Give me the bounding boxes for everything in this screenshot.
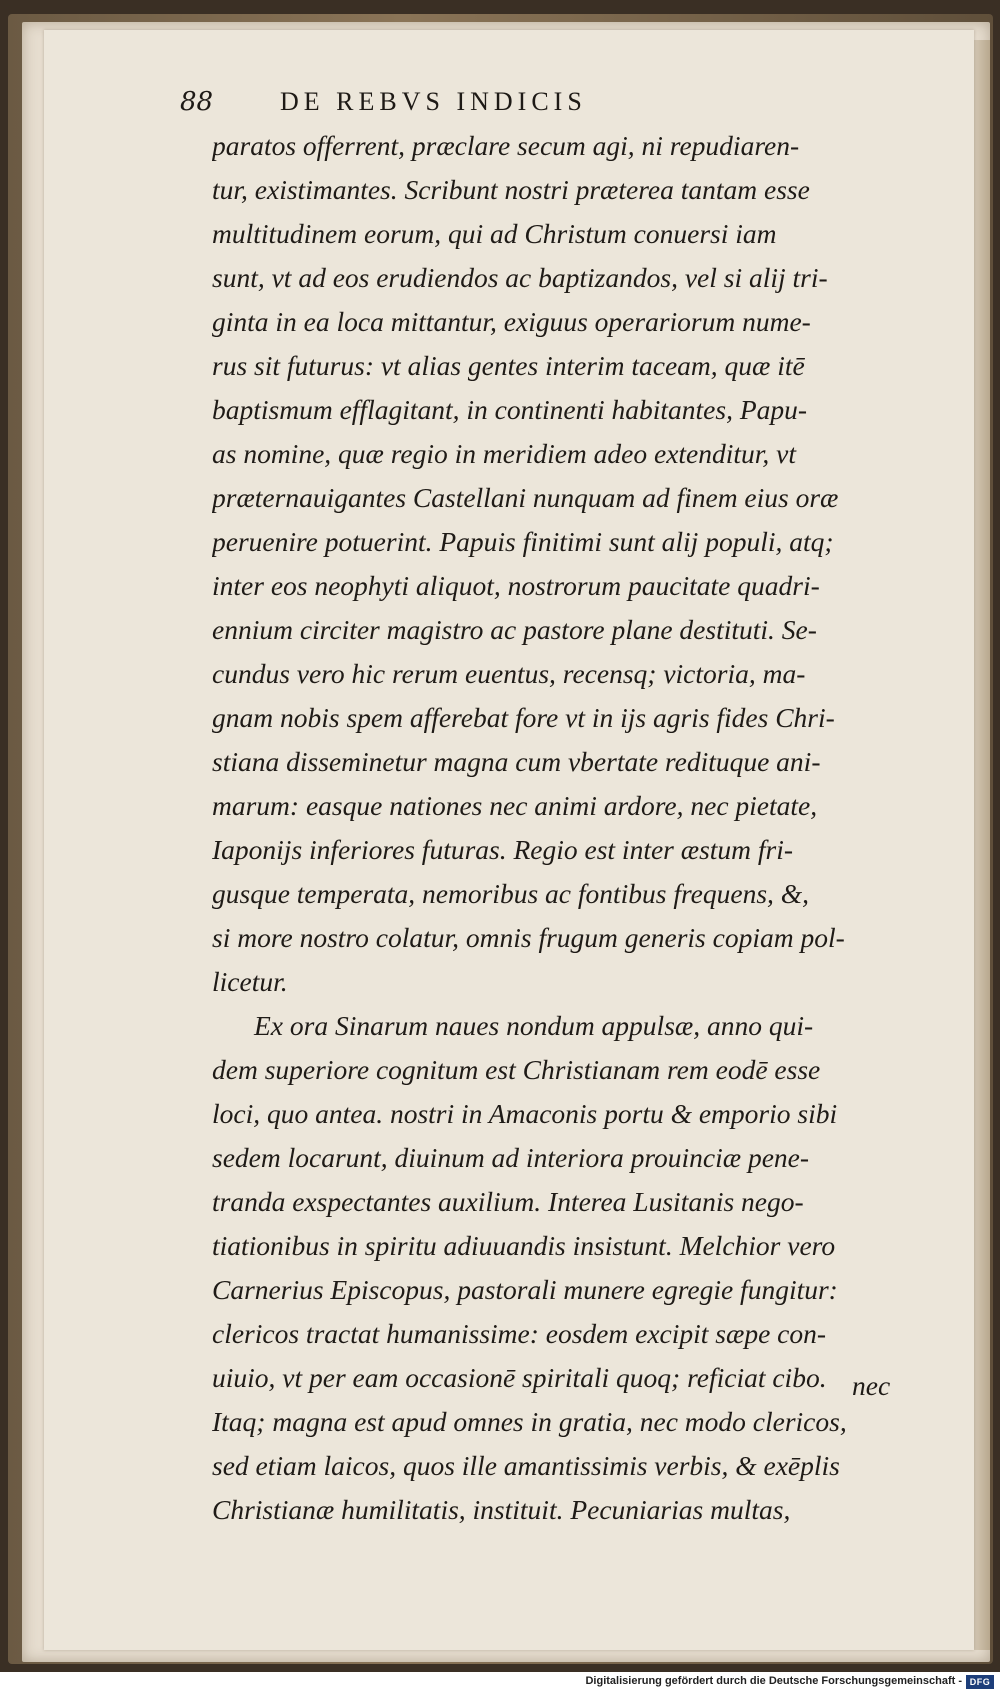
text-line: ennium circiter magistro ac pastore plane destituti. Se-: [212, 614, 817, 645]
running-title: DE REBVS INDICIS: [280, 87, 587, 116]
text-line: tranda exspectantes auxilium. Interea Lusitanis nego-: [212, 1186, 804, 1217]
catchword: nec: [852, 1370, 891, 1401]
text-line: licetur.: [212, 966, 288, 997]
text-line: si more nostro colatur, omnis frugum generis copiam pol-: [212, 922, 845, 953]
footer-strip: [0, 1672, 1000, 1692]
text-line: stiana disseminetur magna cum vbertate redituque ani-: [212, 746, 821, 777]
dfg-logo: DFG: [966, 1675, 994, 1689]
text-line: tiationibus in spiritu adiuuandis insistunt. Melchior vero: [212, 1230, 836, 1261]
running-header: [180, 82, 800, 122]
text-line: ginta in ea loca mittantur, exiguus operariorum nume-: [212, 306, 811, 337]
footer-credit: Digitalisierung gefördert durch die Deutsche Forschungsgemeinschaft -: [585, 1675, 962, 1687]
text-line: Carnerius Episcopus, pastorali munere egregie fungitur:: [212, 1274, 838, 1305]
text-line: gnam nobis spem afferebat fore vt in ijs agris fides Chri-: [212, 702, 835, 733]
text-line: cundus vero hic rerum euentus, recensq; victoria, ma-: [212, 658, 806, 689]
text-line: tur, existimantes. Scribunt nostri præterea tantam esse: [212, 174, 810, 205]
text-line: inter eos neophyti aliquot, nostrorum paucitate quadri-: [212, 570, 820, 601]
text-line: clericos tractat humanissime: eosdem excipit sæpe con-: [212, 1318, 827, 1349]
body-text: [212, 124, 902, 1532]
text-line: baptismum efflagitant, in continenti habitantes, Papu-: [212, 394, 808, 425]
text-line: multitudinem eorum, qui ad Christum conuersi iam: [212, 218, 777, 249]
text-line: as nomine, quæ regio in meridiem adeo extenditur, vt: [212, 438, 797, 469]
text-line: sunt, vt ad eos erudiendos ac baptizandos, vel si alij tri-: [212, 262, 828, 293]
page-fold-edge: [974, 40, 990, 1650]
text-line: Ex ora Sinarum naues nondum appulsæ, anno qui-: [254, 1010, 814, 1041]
text-line: sed etiam laicos, quos ille amantissimis verbis, & exēplis: [212, 1450, 840, 1481]
page-number: 88: [180, 87, 214, 117]
text-line: uiuio, vt per eam occasionē spiritali quoq; reficiat cibo.: [212, 1362, 827, 1393]
text-line: Christianæ humilitatis, instituit. Pecuniarias multas,: [212, 1494, 791, 1525]
text-line: marum: easque nationes nec animi ardore, nec pietate,: [212, 790, 818, 821]
text-line: Iaponijs inferiores futuras. Regio est inter æstum fri-: [212, 834, 794, 865]
text-line: dem superiore cognitum est Christianam rem eodē esse: [212, 1054, 821, 1085]
text-line: rus sit futurus: vt alias gentes interim taceam, quæ itē: [212, 350, 805, 381]
text-line: paratos offerrent, præclare secum agi, ni repudiaren-: [212, 130, 800, 161]
text-line: sedem locarunt, diuinum ad interiora prouinciæ pene-: [212, 1142, 810, 1173]
text-line: Itaq; magna est apud omnes in gratia, nec modo clericos,: [212, 1406, 847, 1437]
text-line: peruenire potuerint. Papuis finitimi sunt alij populi, atq;: [212, 526, 834, 557]
text-line: præternauigantes Castellani nunquam ad finem eius oræ: [212, 482, 839, 513]
text-line: loci, quo antea. nostri in Amaconis portu & emporio sibi: [212, 1098, 838, 1129]
text-line: gusque temperata, nemoribus ac fontibus frequens, &,: [212, 878, 810, 909]
